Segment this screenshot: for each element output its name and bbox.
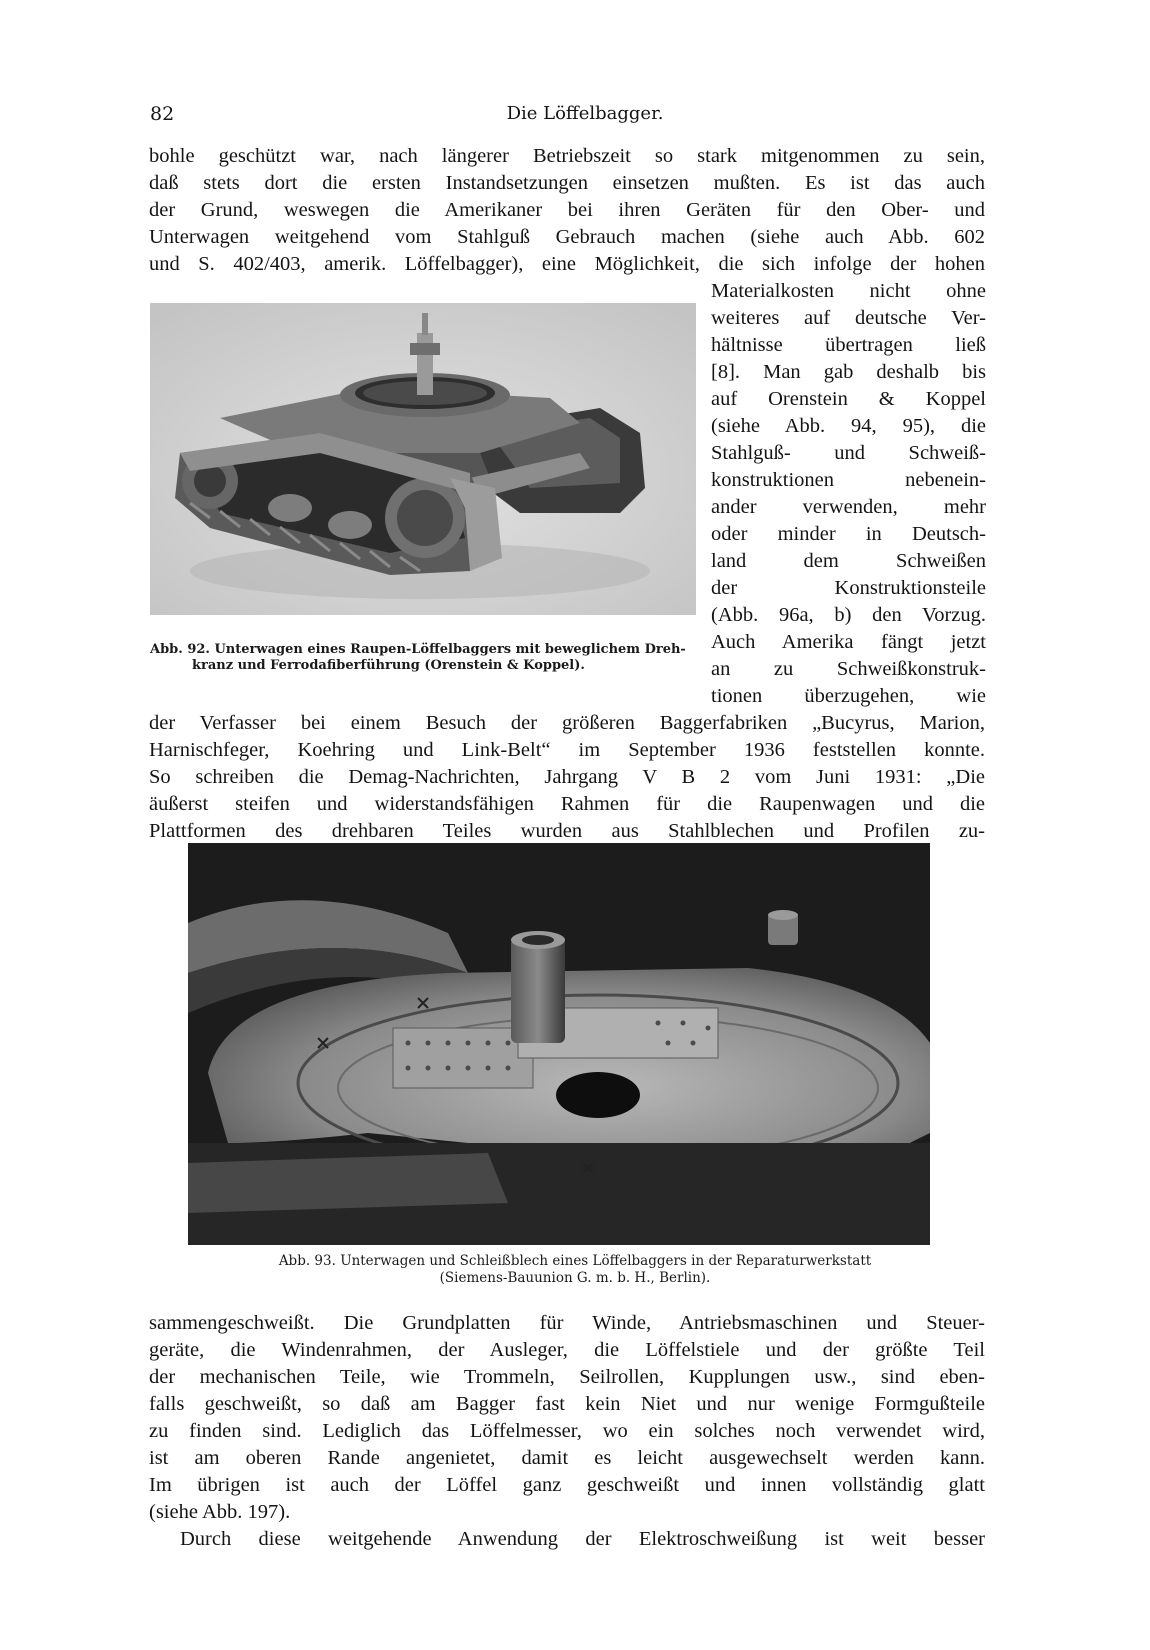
text-line: sammengeschweißt. Die Grundplatten für Winde, Antriebsmaschinen und Steuer- [149, 1312, 985, 1334]
text-line: tionen überzugehen, wie [711, 685, 986, 707]
text-line: land dem Schweißen [711, 550, 986, 572]
text-line: Materialkosten nicht ohne [711, 280, 986, 302]
text-line: und S. 402/403, amerik. Löffelbagger), eine Möglichkeit, die sich infolge der hohen [149, 253, 985, 275]
text-line: Auch Amerika fängt jetzt [711, 631, 986, 653]
text-line: der Konstruktionsteile [711, 577, 986, 599]
text-line: Im übrigen ist auch der Löffel ganz geschweißt und innen vollständig glatt [149, 1474, 985, 1496]
text-line: weiteres auf deutsche Ver- [711, 307, 986, 329]
text-line: ist am oberen Rande angenietet, damit es leicht ausgewechselt werden kann. [149, 1447, 985, 1469]
text-line: an zu Schweißkonstruk- [711, 658, 986, 680]
text-line: Harnischfeger, Koehring und Link-Belt“ im September 1936 feststellen konnte. [149, 739, 985, 761]
page-number: 82 [150, 103, 175, 125]
text-line: der Grund, weswegen die Amerikaner bei ihren Geräten für den Ober- und [149, 199, 985, 221]
text-line: äußerst steifen und widerstandsfähigen Rahmen für die Raupenwagen und die [149, 793, 985, 815]
figure-92-caption-line2: kranz und Ferrodafiberführung (Orenstein & Koppel). [192, 658, 585, 673]
text-line: Plattformen des drehbaren Teiles wurden aus Stahlblechen und Profilen zu- [149, 820, 985, 842]
text-line: (siehe Abb. 197). [149, 1501, 291, 1523]
figure-92-photo [150, 303, 696, 615]
text-line: auf Orenstein & Koppel [711, 388, 986, 410]
figure-92-caption-line1: Abb. 92. Unterwagen eines Raupen-Löffelbaggers mit beweglichem Dreh- [150, 642, 686, 657]
text-line: Stahlguß- und Schweiß- [711, 442, 986, 464]
text-line: falls geschweißt, so daß am Bagger fast kein Niet und nur wenige Formgußteile [149, 1393, 985, 1415]
text-line-paragraph-start: Durch diese weitgehende Anwendung der Elektroschweißung ist weit besser [180, 1528, 985, 1550]
figure-93-photo [188, 843, 930, 1245]
text-line: (siehe Abb. 94, 95), die [711, 415, 986, 437]
text-line: der Verfasser bei einem Besuch der größeren Baggerfabriken „Bucyrus, Marion, [149, 712, 985, 734]
figure-93-caption-line1: Abb. 93. Unterwagen und Schleißblech eines Löffelbaggers in der Reparaturwerkstatt [278, 1253, 872, 1269]
text-line: hältnisse übertragen ließ [711, 334, 986, 356]
text-line: bohle geschützt war, nach längerer Betriebszeit so stark mitgenommen zu sein, [149, 145, 985, 167]
text-line: ander verwenden, mehr [711, 496, 986, 518]
text-line: oder minder in Deutsch- [711, 523, 986, 545]
text-line: daß stets dort die ersten Instandsetzungen einsetzen mußten. Es ist das auch [149, 172, 985, 194]
running-title: Die Löffelbagger. [506, 103, 664, 124]
figure-93-caption-line2: (Siemens-Bauunion G. m. b. H., Berlin). [439, 1270, 711, 1286]
text-line: der mechanischen Teile, wie Trommeln, Seilrollen, Kupplungen usw., sind eben- [149, 1366, 985, 1388]
text-line: So schreiben die Demag-Nachrichten, Jahrgang V B 2 vom Juni 1931: „Die [149, 766, 985, 788]
text-line: konstruktionen nebenein- [711, 469, 986, 491]
text-line: geräte, die Windenrahmen, der Ausleger, die Löffelstiele und der größte Teil [149, 1339, 985, 1361]
text-line: [8]. Man gab deshalb bis [711, 361, 986, 383]
text-line: Unterwagen weitgehend vom Stahlguß Gebrauch machen (siehe auch Abb. 602 [149, 226, 985, 248]
text-line: (Abb. 96a, b) den Vorzug. [711, 604, 986, 626]
text-line: zu finden sind. Lediglich das Löffelmesser, wo ein solches noch verwendet wird, [149, 1420, 985, 1442]
